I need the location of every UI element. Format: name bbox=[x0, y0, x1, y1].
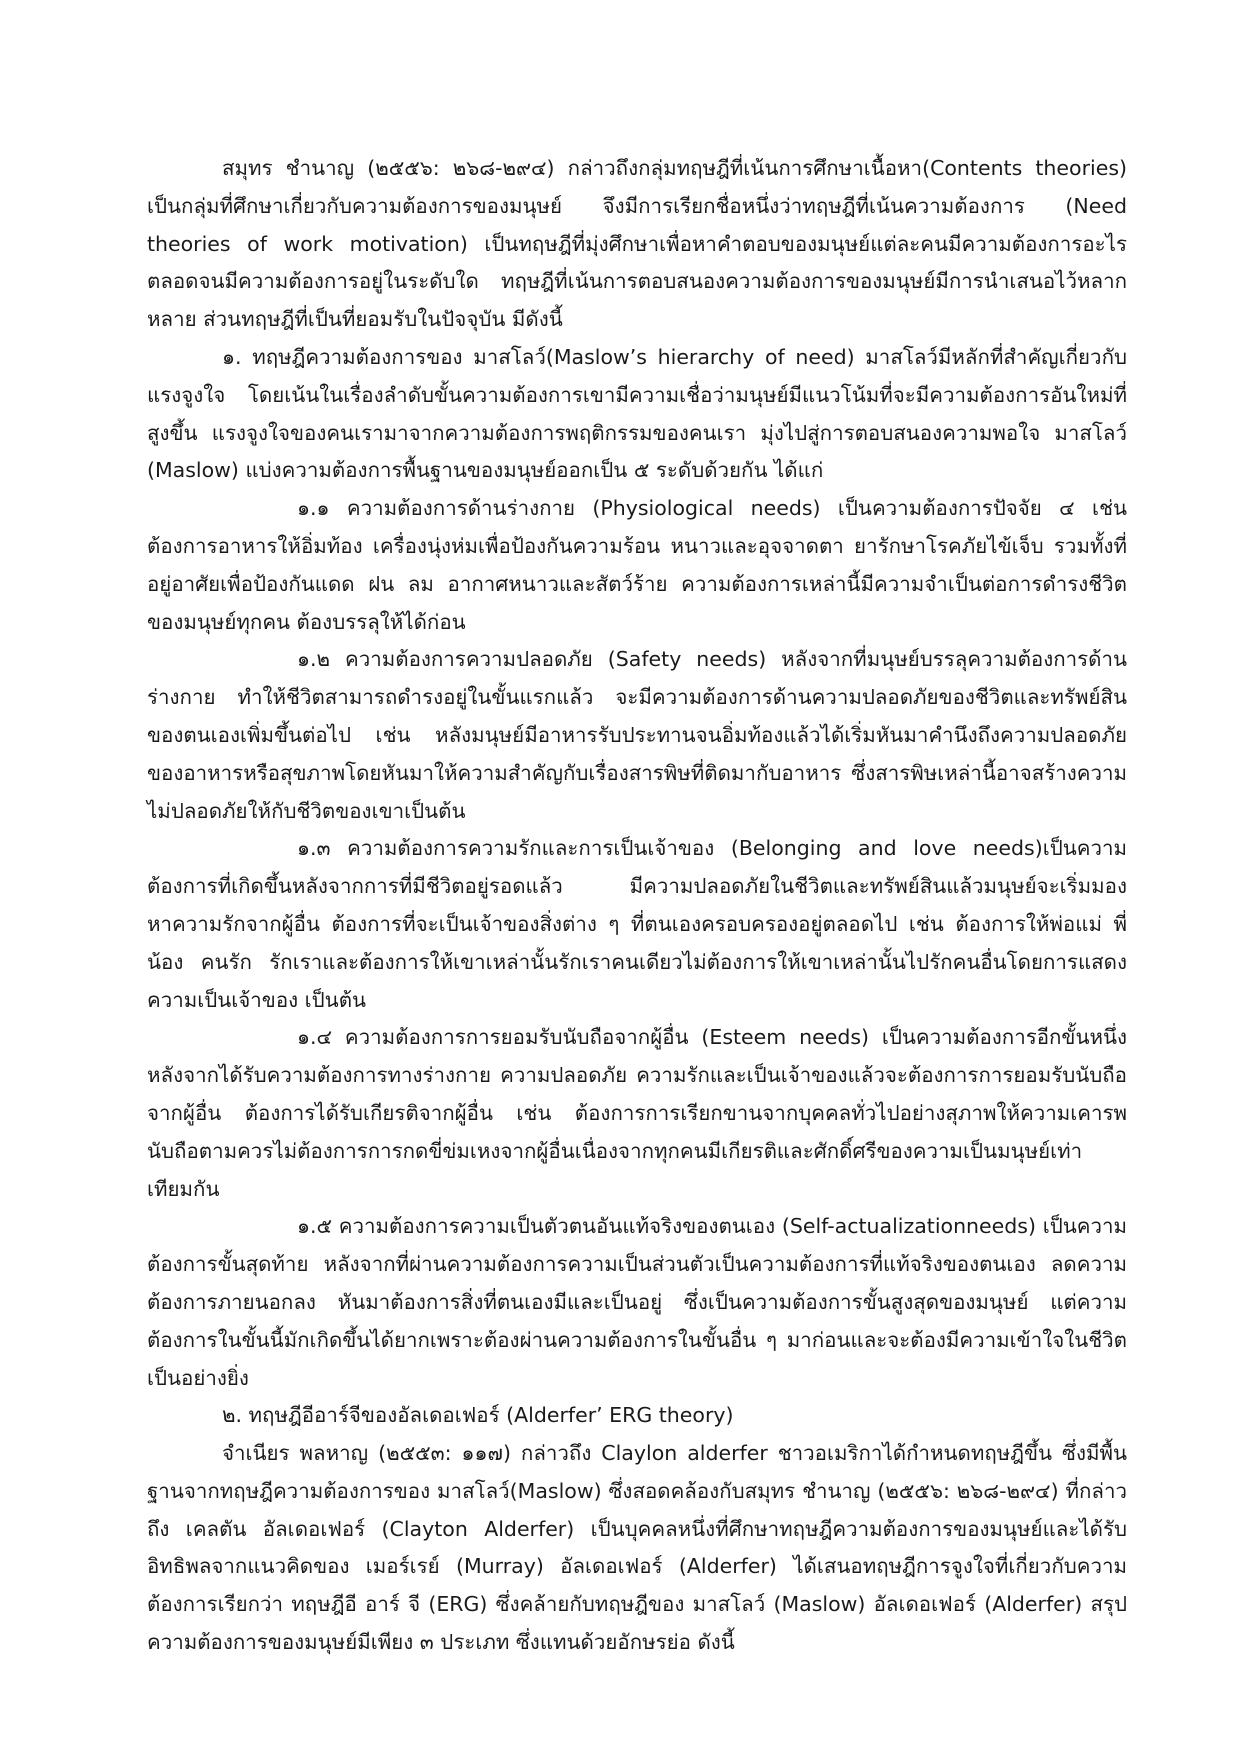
paragraph-esteem-needs: ๑.๔ ความต้องการการยอมรับนับถือจากผู้อื่น (Esteem needs) เป็นความต้องการอีกขั้นหนึ่งหลังจากได้รับความต้องการทางร่างกาย ความปลอดภัย ความรักและเป็นเจ้าของแล้วจะต้องการการยอมรับนับถือจากผู้อื่น ต้องการได้รับเกียรติจากผู้อื่น เช่น ต้องการการเรียกขานจากบุคคลทั่วไปอย่างสุภาพให้ความเคารพนับถือตามควรไม่ต้องการการกดขี่ข่มเหงจากผู้อื่นเนื่องจากทุกคนมีเกียรติและศักดิ์ศรีของความเป็นมนุษย์เท่าเทียมกัน bbox=[147, 1025, 1127, 1201]
paragraph-erg-heading: ๒. ทฤษฎีอีอาร์จีของอัลเดอเฟอร์ (Alderfer’ ERG theory) bbox=[222, 1403, 734, 1428]
paragraph-self-actualization-needs: ๑.๕ ความต้องการความเป็นตัวตนอันแท้จริงของตนเอง (Self-actualizationneeds) เป็นความต้องการขั้นสุดท้าย หลังจากที่ผ่านความต้องการความเป็นส่วนตัวเป็นความต้องการที่แท้จริงของตนเอง ลดความต้องการภายนอกลง หันมาต้องการสิ่งที่ตนเองมีและเป็นอยู่ ซึ่งเป็นความต้องการขั้นสูงสุดของมนุษย์ แต่ความต้องการในขั้นนี้มักเกิดขึ้นได้ยากเพราะต้องผ่านความต้องการในขั้นอื่น ๆ มาก่อนและจะต้องมีความเข้าใจในชีวิตเป็นอย่างยิ่ง bbox=[147, 1214, 1127, 1390]
paragraph-safety-needs: ๑.๒ ความต้องการความปลอดภัย (Safety needs) หลังจากที่มนุษย์บรรลุความต้องการด้านร่างกาย ทำให้ชีวิตสามารถดำรงอยู่ในขั้นแรกแล้ว จะมีความต้องการด้านความปลอดภัยของชีวิตและทรัพย์สินของตนเองเพิ่มขึ้นต่อไป เช่น หลังมนุษย์มีอาหารรับประทานจนอิ่มท้องแล้วได้เริ่มหันมาคำนึงถึงความปลอดภัยของอาหารหรือสุขภาพโดยหันมาให้ความสำคัญกับเรื่องสารพิษที่ติดมากับอาหาร ซึ่งสารพิษเหล่านี้อาจสร้างความไม่ปลอดภัยให้กับชีวิตของเขาเป็นต้น bbox=[147, 647, 1127, 823]
document-body bbox=[147, 150, 1127, 1662]
paragraph-belonging-needs: ๑.๓ ความต้องการความรักและการเป็นเจ้าของ (Belonging and love needs)เป็นความต้องการที่เกิดขึ้นหลังจากการที่มีชีวิตอยู่รอดแล้ว มีความปลอดภัยในชีวิตและทรัพย์สินแล้วมนุษย์จะเริ่มมองหาความรักจากผู้อื่น ต้องการที่จะเป็นเจ้าของสิ่งต่าง ๆ ที่ตนเองครอบครองอยู่ตลอดไป เช่น ต้องการให้พ่อแม่ พี่น้อง คนรัก รักเราและต้องการให้เขาเหล่านั้นรักเราคนเดียวไม่ต้องการให้เขาเหล่านั้นไปรักคนอื่นโดยการแสดงความเป็นเจ้าของ เป็นต้น bbox=[147, 836, 1127, 1012]
paragraph-intro: สมุทร ชำนาญ (๒๕๕๖: ๒๖๘-๒๙๔) กล่าวถึงกลุ่มทฤษฎีที่เน้นการศึกษาเนื้อหา(Contents theories) เป็นกลุ่มที่ศึกษาเกี่ยวกับความต้องการของมนุษย์ จึงมีการเรียกชื่อหนึ่งว่าทฤษฎีที่เน้นความต้องการ (Need theories of work motivation) เป็นทฤษฎีที่มุ่งศึกษาเพื่อหาคำตอบของมนุษย์แต่ละคนมีความต้องการอะไร ตลอดจนมีความต้องการอยู่ในระดับใด ทฤษฎีที่เน้นการตอบสนองความต้องการของมนุษย์มีการนำเสนอไว้หลากหลาย ส่วนทฤษฎีที่เป็นที่ยอมรับในปัจจุบัน มีดังนี้ bbox=[147, 156, 1127, 332]
paragraph-physiological-needs: ๑.๑ ความต้องการด้านร่างกาย (Physiological needs) เป็นความต้องการปัจจัย ๔ เช่น ต้องการอาหารให้อิ่มท้อง เครื่องนุ่งห่มเพื่อป้องกันความร้อน หนาวและอุจจาดตา ยารักษาโรคภัยไข้เจ็บ รวมทั้งที่อยู่อาศัยเพื่อป้องกันแดด ฝน ลม อากาศหนาวและสัตว์ร้าย ความต้องการเหล่านี้มีความจำเป็นต่อการดำรงชีวิตของมนุษย์ทุกคน ต้องบรรลุให้ได้ก่อน bbox=[147, 496, 1127, 634]
paragraph-maslow-theory: ๑. ทฤษฎีความต้องการของ มาสโลว์(Maslow’s hierarchy of need) มาสโลว์มีหลักที่สำคัญเกี่ยวกับแรงจูงใจ โดยเน้นในเรื่องลำดับขั้นความต้องการเขามีความเชื่อว่ามนุษย์มีแนวโน้มที่จะมีความต้องการอันใหม่ที่สูงขึ้น แรงจูงใจของคนเรามาจากความต้องการพฤติกรรมของคนเรา มุ่งไปสู่การตอบสนองความพอใจ มาสโลว์ (Maslow) แบ่งความต้องการพื้นฐานของมนุษย์ออกเป็น ๕ ระดับด้วยกัน ได้แก่ bbox=[147, 344, 1127, 483]
paragraph-erg-theory: จำเนียร พลหาญ (๒๕๕๓: ๑๑๗) กล่าวถึง Claylon alderfer ชาวอเมริกาได้กำหนดทฤษฎีขึ้น ซึ่งมีพื้นฐานจากทฤษฎีความต้องการของ มาสโลว์(Maslow) ซึ่งสอดคล้องกับสมุทร ชำนาญ (๒๕๕๖: ๒๖๘-๒๙๔) ที่กล่าวถึง เคลตัน อัลเดอเฟอร์ (Clayton Alderfer) เป็นบุคคลหนึ่งที่ศึกษาทฤษฎีความต้องการของมนุษย์และได้รับอิทธิพลจากแนวคิดของ เมอร์เรย์ (Murray) อัลเดอเฟอร์ (Alderfer) ได้เสนอทฤษฎีการจูงใจที่เกี่ยวกับความต้องการเรียกว่า ทฤษฎีอี อาร์ จี (ERG) ซึ่งคล้ายกับทฤษฎีของ มาสโลว์ (Maslow) อัลเดอเฟอร์ (Alderfer) สรุปความต้องการของมนุษย์มีเพียง ๓ ประเภท ซึ่งแทนด้วยอักษรย่อ ดังนี้ bbox=[147, 1441, 1127, 1655]
